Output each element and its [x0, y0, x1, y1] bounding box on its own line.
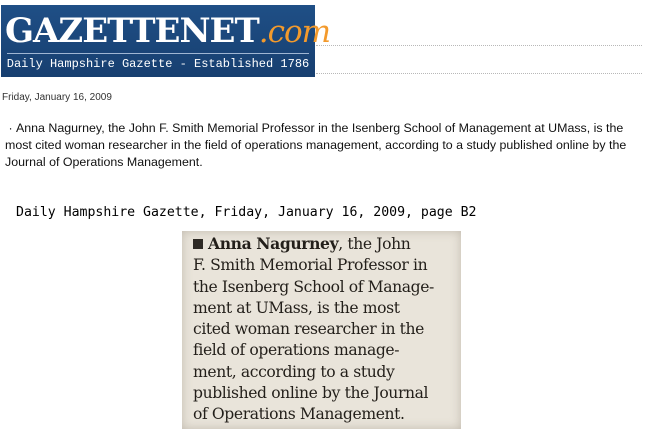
logo-tld: .com [258, 14, 331, 50]
summary-text: Anna Nagurney, the John F. Smith Memorial Professor in the Isenberg School of Management at UMass, is the most cited woman researcher in the field of operations management, according to a study published online by the Journal of Operations Management. [5, 121, 627, 169]
site-logo [5, 11, 331, 51]
clipping-line: ment at UMass, is the most [193, 298, 400, 317]
header-dotted-rule-bottom [316, 73, 642, 74]
logo-brand: GAZETTENET [5, 11, 259, 51]
square-bullet-icon [193, 239, 203, 249]
masthead-divider [7, 53, 309, 54]
clipping-line-text: , the John [338, 235, 411, 253]
clipping-line [193, 233, 455, 255]
clipping-line: ment, according to a study [193, 362, 395, 381]
clipping-line: published online by the Journal [193, 384, 429, 403]
masthead-logo[interactable] [1, 5, 331, 77]
clipping-line: F. Smith Memorial Professor in [193, 256, 428, 275]
clipping-line: of Operations Management. [193, 405, 405, 424]
article-date: Friday, January 16, 2009 [2, 92, 112, 103]
newspaper-clipping-image [182, 231, 461, 429]
clipping-text [193, 233, 455, 426]
header-dotted-rule-top [316, 45, 642, 46]
clipping-line: field of operations manage- [193, 341, 400, 360]
article-summary [5, 120, 630, 171]
clipping-line: the Isenberg School of Manage- [193, 277, 434, 296]
clipping-name: Anna Nagurney [208, 234, 339, 253]
clipping-line: cited woman researcher in the [193, 320, 424, 339]
summary-bullet: · [5, 121, 17, 135]
masthead-tagline: Daily Hampshire Gazette - Established 1786 [6, 57, 310, 71]
article-citation: Daily Hampshire Gazette, Friday, January 16, 2009, page B2 [16, 205, 477, 220]
